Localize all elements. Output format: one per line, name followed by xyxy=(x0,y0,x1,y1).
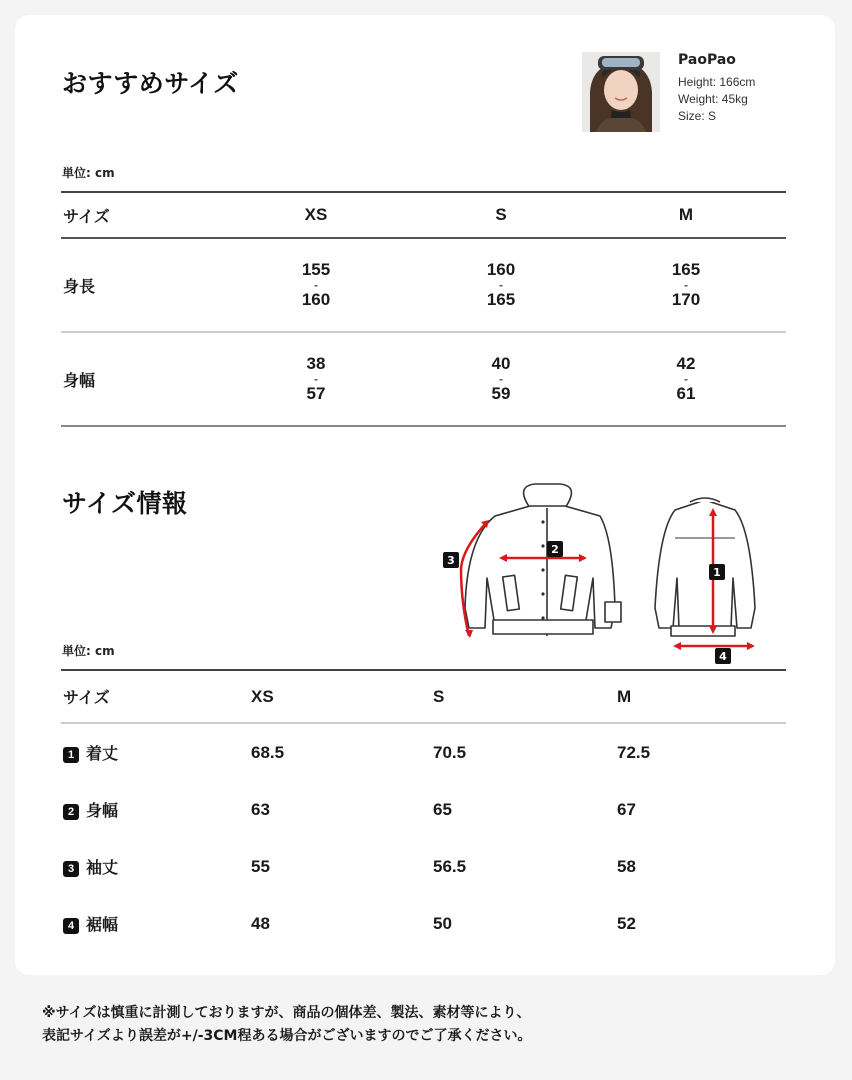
cell-sleeve-xs: 55 xyxy=(251,856,270,876)
cell-length-xs: 68.5 xyxy=(251,742,285,762)
model-name: PaoPao xyxy=(678,52,736,68)
cell-hem-xs: 48 xyxy=(251,913,270,933)
table-row xyxy=(61,723,786,781)
model-profile xyxy=(582,52,812,148)
model-weight: Weight: 45kg xyxy=(678,92,748,106)
table-row xyxy=(61,332,786,426)
width-range-m: 42 - 61 xyxy=(676,353,696,403)
row-label-hem: 4 裾幅 xyxy=(61,895,251,952)
marker-1: 1 xyxy=(713,566,721,579)
header-xs: XS xyxy=(304,205,328,224)
header-m: M xyxy=(678,205,694,224)
header-s: S xyxy=(495,205,507,224)
width-range-s: 40 - 59 xyxy=(491,353,511,403)
marker-2: 2 xyxy=(551,543,559,556)
cell-sleeve-s: 56.5 xyxy=(433,856,467,876)
jacket-diagram-icon xyxy=(435,478,805,668)
badge-1-icon: 1 xyxy=(63,747,79,763)
size-info-unit-label: 単位: cm xyxy=(62,644,115,658)
width-range-xs: 38 - 57 xyxy=(306,353,326,403)
table-header-row xyxy=(61,670,786,723)
marker-3: 3 xyxy=(447,554,455,567)
table-row xyxy=(61,895,786,952)
header-xs: XS xyxy=(251,686,274,706)
recommended-size-title: おすすめサイズ xyxy=(62,69,239,98)
height-range-m: 165 - 170 xyxy=(671,259,701,309)
cell-width-xs: 63 xyxy=(251,799,270,819)
table-row xyxy=(61,838,786,895)
cell-length-m: 72.5 xyxy=(617,742,651,762)
row-label-sleeve: 3 袖丈 xyxy=(61,838,251,895)
row-label-width: 身幅 xyxy=(63,372,96,390)
header-size: サイズ xyxy=(63,690,110,707)
disclaimer-line-2: 表記サイズより誤差が+/-3CM程ある場合がございますのでご了承ください。 xyxy=(42,1028,532,1044)
recommended-unit-label: 単位: cm xyxy=(62,166,115,180)
header-m: M xyxy=(617,686,632,706)
disclaimer-line-1: ※サイズは慎重に計測しておりますが、商品の個体差、製法、素材等により、 xyxy=(42,1005,531,1021)
jacket-measurement-diagram xyxy=(435,478,805,668)
table-row xyxy=(61,781,786,838)
table-header-row xyxy=(61,192,786,238)
row-label-height: 身長 xyxy=(63,278,96,296)
model-portrait-icon xyxy=(582,52,660,132)
model-photo xyxy=(582,52,660,132)
cell-sleeve-m: 58 xyxy=(617,856,636,876)
badge-2-icon: 2 xyxy=(63,804,79,820)
height-range-s: 160 - 165 xyxy=(486,259,516,309)
size-info-title: サイズ情報 xyxy=(62,489,188,518)
table-row xyxy=(61,238,786,332)
row-label-width: 2 身幅 xyxy=(61,781,251,838)
cell-length-s: 70.5 xyxy=(433,742,467,762)
header-s: S xyxy=(433,686,445,706)
height-range-xs: 155 - 160 xyxy=(301,259,331,309)
badge-3-icon: 3 xyxy=(63,861,79,877)
badge-4-icon: 4 xyxy=(63,918,79,934)
size-disclaimer xyxy=(42,1002,531,1048)
cell-width-m: 67 xyxy=(617,799,636,819)
cell-hem-s: 50 xyxy=(433,913,452,933)
model-size: Size: S xyxy=(678,109,717,123)
recommended-size-table xyxy=(61,191,786,427)
marker-4: 4 xyxy=(719,650,727,663)
cell-width-s: 65 xyxy=(433,799,452,819)
header-size: サイズ xyxy=(63,208,110,226)
row-label-length: 1 着丈 xyxy=(61,723,251,781)
size-info-table xyxy=(61,669,786,952)
model-height: Height: 166cm xyxy=(678,75,756,89)
cell-hem-m: 52 xyxy=(617,913,636,933)
